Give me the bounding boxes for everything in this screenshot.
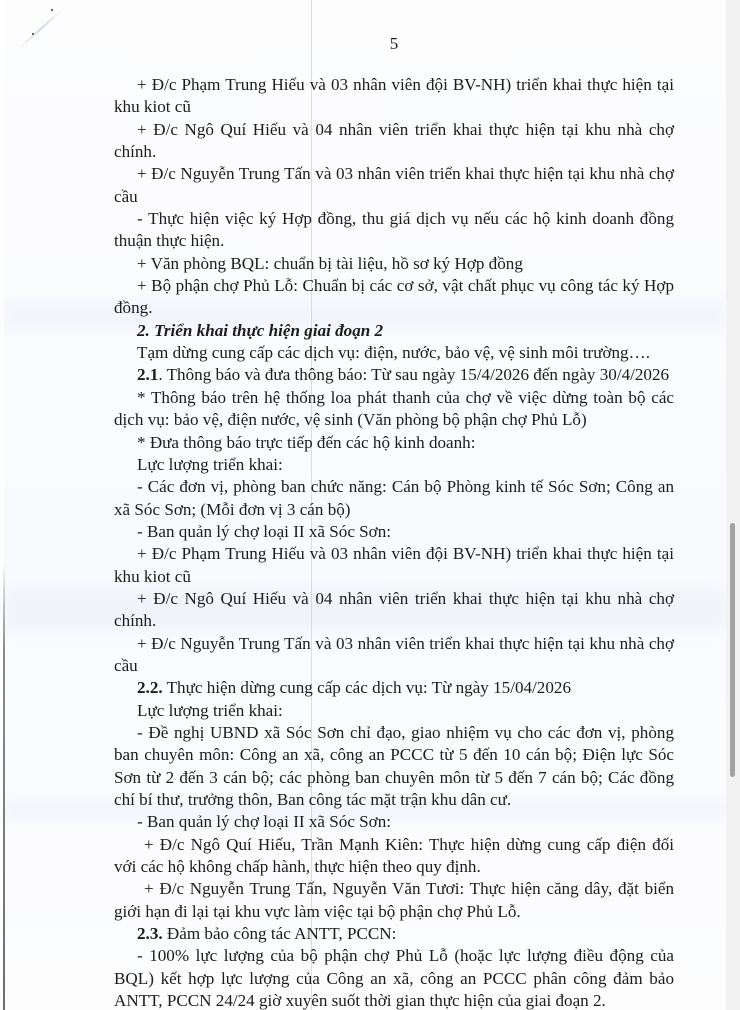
paragraph: - Ban quản lý chợ loại II xã Sóc Sơn: [137,521,392,541]
section-number: 2.3. [137,924,163,944]
paragraph: * Thông báo trên hệ thống loa phát thanh của chợ về việc dừng toàn bộ các dịch vụ: bảo vệ, điện nước, vệ sinh (Văn phòng bộ phận chợ Phủ Lỗ) [114,387,674,430]
paragraph: - 100% lực lượng của bộ phận chợ Phủ Lỗ (hoặc lực lượng điều động của BQL) kết hợp lực lượng của Công an xã, công an PCCC phân công đảm bảo ANTT, PCCN 24/24 giờ xuyên suốt thời gian thực hiện của giai đoạn 2. [114,946,674,1010]
paragraph-text: Đảm bảo công tác ANTT, PCCN: [162,924,397,944]
numbered-paragraph [114,923,674,945]
paragraph: + Đ/c Phạm Trung Hiếu và 03 nhân viên đội BV-NH) triển khai thực hiện tại khu kiot cũ [114,75,674,117]
section-number: 2.1 [137,365,159,385]
paragraph: - Đề nghị UBND xã Sóc Sơn chỉ đạo, giao nhiệm vụ cho các đơn vị, phòng ban chuyên môn: Công an xã, công an PCCC từ 5 đến 10 cán bộ; Điện lực Sóc Sơn từ 2 đến 3 cán bộ; các phòng ban chuyên môn từ 5 đến 7 cán bộ; Các đồng chí bí thư, trưởng thôn, Ban công tác mặt trận khu dân cư. [114,722,674,809]
paragraph: Tạm dừng cung cấp các dịch vụ: điện, nước, bảo vệ, vệ sinh môi trường…. [137,343,650,363]
paragraph: + Văn phòng BQL: chuẩn bị tài liệu, hồ sơ ký Hợp đồng [137,253,523,273]
paragraph: - Thực hiện việc ký Hợp đồng, thu giá dịch vụ nếu các hộ kinh doanh đồng thuận thực hiện. [114,209,674,251]
page-edge [3,560,5,1010]
paragraph: Lực lượng triển khai: [137,700,283,720]
page-number: 5 [389,34,399,53]
paragraph-text: Thực hiện dừng cung cấp các dịch vụ: Từ ngày 15/04/2026 [162,678,571,698]
numbered-paragraph [114,677,674,699]
paragraph: + Đ/c Nguyễn Trung Tấn, Nguyễn Văn Tươi: Thực hiện căng dây, đặt biển giới hạn đi lại tại khu vực làm việc tại bộ phận chợ Phủ Lỗ. [114,879,674,921]
vertical-scrollbar[interactable] [726,0,740,1010]
document-body [114,74,674,1010]
numbered-paragraph [114,364,674,386]
paragraph: + Đ/c Nguyễn Trung Tấn và 03 nhân viên triển khai thực hiện tại khu nhà chợ cầu [114,164,674,206]
paragraph: * Đưa thông báo trực tiếp đến các hộ kinh doanh: [137,432,476,452]
paragraph: + Đ/c Ngô Quí Hiếu và 04 nhân viên triển khai thực hiện tại khu nhà chợ chính. [114,119,674,162]
paragraph: + Bộ phận chợ Phủ Lỗ: Chuẩn bị các cơ sở, vật chất phục vụ công tác ký Hợp đồng. [114,276,674,318]
section-heading: 2. Triển khai thực hiện giai đoạn 2 [137,320,384,340]
paragraph: - Ban quản lý chợ loại II xã Sóc Sơn: [137,812,392,832]
paragraph: + Đ/c Nguyễn Trung Tấn và 03 nhân viên triển khai thực hiện tại khu nhà chợ cầu [114,633,674,675]
section-number: 2.2. [137,678,163,698]
scrollbar-thumb[interactable] [730,523,735,777]
paragraph: Lực lượng triển khai: [137,454,283,474]
paragraph: + Đ/c Ngô Quí Hiếu, Trần Mạnh Kiên: Thực hiện dừng cung cấp điện đối với các hộ không chấp hành, thực hiện theo quy định. [114,834,674,877]
paragraph: + Đ/c Phạm Trung Hiếu và 03 nhân viên đội BV-NH) triển khai thực hiện tại khu kiot cũ [114,544,674,586]
paragraph: - Các đơn vị, phòng ban chức năng: Cán bộ Phòng kinh tế Sóc Sơn; Công an xã Sóc Sơn; (Mỗi đơn vị 3 cán bộ) [114,477,674,519]
paragraph-text: . Thông báo và đưa thông báo: Từ sau ngày 15/4/2026 đến ngày 30/4/2026 [158,365,670,385]
scan-dot [51,9,53,11]
document-page [4,0,726,1010]
paragraph: + Đ/c Ngô Quí Hiếu và 04 nhân viên triển khai thực hiện tại khu nhà chợ chính. [114,588,674,631]
